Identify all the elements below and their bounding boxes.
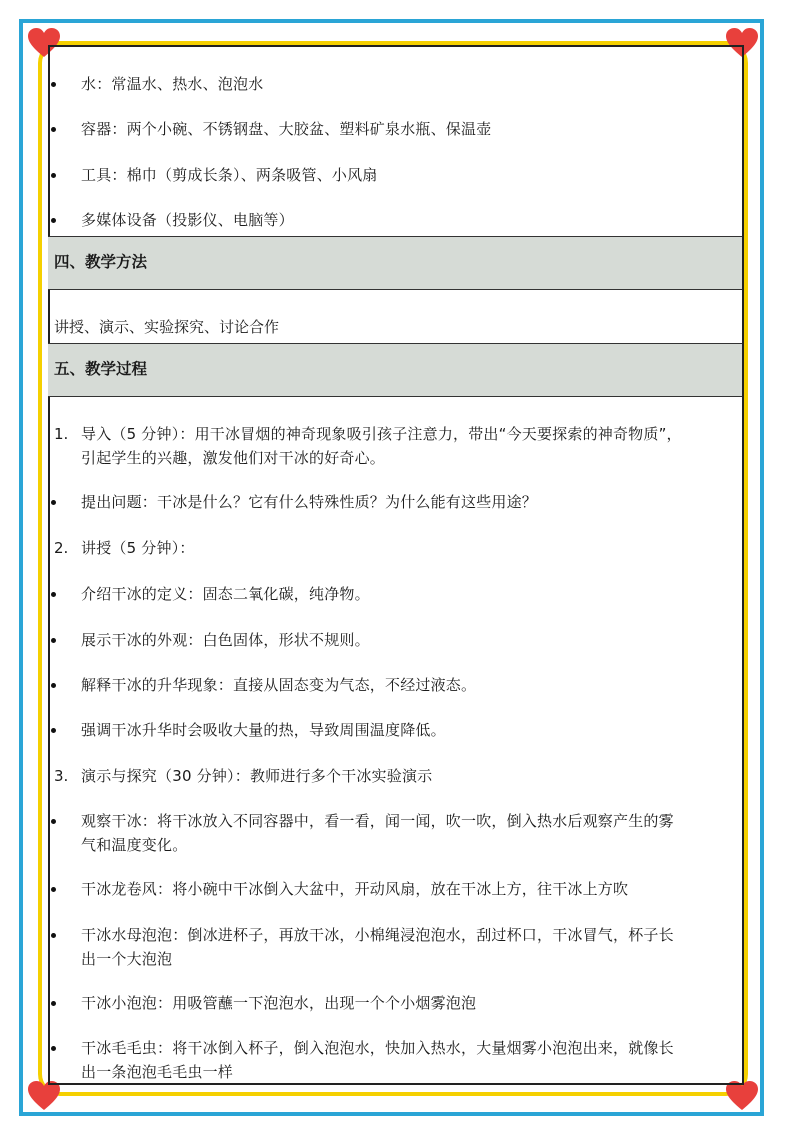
bullet-icon <box>51 173 56 178</box>
step-number: 1. <box>54 425 69 443</box>
bullet-icon <box>51 500 56 505</box>
bullet-icon <box>51 683 56 688</box>
experiment-small-bubbles: 干冰小泡泡：用吸管蘸一下泡泡水，出现一个个小烟雾泡泡 <box>81 994 477 1012</box>
lecture-point: 介绍干冰的定义：固态二氧化碳，纯净物。 <box>81 585 370 603</box>
experiment-jellyfish: 干冰水母泡泡：倒冰进杯子，再放干冰，小棉绳浸泡泡水，刮过杯口，干冰冒气，杯子长 <box>81 926 674 944</box>
question-text: 提出问题：干冰是什么？它有什么特殊性质？为什么能有这些用途？ <box>81 493 538 511</box>
bullet-icon <box>51 1046 56 1051</box>
material-tools: 工具：棉巾（剪成长条）、两条吸管、小风扇 <box>81 166 378 184</box>
section-header-teaching-methods <box>48 236 744 290</box>
lecture-point: 解释干冰的升华现象：直接从固态变为气态，不经过液态。 <box>81 676 477 694</box>
section-title: 四、教学方法 <box>54 253 148 271</box>
bullet-icon <box>51 592 56 597</box>
experiment-jellyfish-cont: 出一个大泡泡 <box>81 950 173 968</box>
teaching-methods-text: 讲授、演示、实验探究、讨论合作 <box>54 318 280 336</box>
bullet-icon <box>51 127 56 132</box>
bullet-icon <box>51 819 56 824</box>
material-water: 水：常温水、热水、泡泡水 <box>81 75 264 93</box>
experiment-caterpillar: 干冰毛毛虫：将干冰倒入杯子，倒入泡泡水，快加入热水，大量烟雾小泡泡出来，就像长 <box>81 1039 674 1057</box>
bullet-icon <box>51 1001 56 1006</box>
bullet-icon <box>51 728 56 733</box>
step-text-line: 导入（5 分钟）：用干冰冒烟的神奇现象吸引孩子注意力，带出“今天要探索的神奇物质”， <box>81 425 682 443</box>
section-title: 五、教学过程 <box>54 360 148 378</box>
experiment-tornado: 干冰龙卷风：将小碗中干冰倒入大盆中，开动风扇，放在干冰上方，往干冰上方吹 <box>81 880 629 898</box>
bullet-icon <box>51 218 56 223</box>
section-header-teaching-process <box>48 343 744 397</box>
step-number: 3. <box>54 767 69 785</box>
bullet-icon <box>51 82 56 87</box>
lecture-point: 展示干冰的外观：白色固体，形状不规则。 <box>81 631 370 649</box>
lesson-plan-content <box>48 45 744 1085</box>
experiment-caterpillar-cont: 出一条泡泡毛毛虫一样 <box>81 1063 234 1081</box>
bullet-icon <box>51 933 56 938</box>
material-multimedia: 多媒体设备（投影仪、电脑等） <box>81 211 294 229</box>
step-text-line: 引起学生的兴趣，激发他们对干冰的好奇心。 <box>81 449 386 467</box>
step-text-line: 讲授（5 分钟）： <box>81 539 195 557</box>
lecture-point: 强调干冰升华时会吸收大量的热，导致周围温度降低。 <box>81 721 446 739</box>
experiment-observe-cont: 气和温度变化。 <box>81 836 188 854</box>
bullet-icon <box>51 638 56 643</box>
step-number: 2. <box>54 539 69 557</box>
bullet-icon <box>51 887 56 892</box>
material-containers: 容器：两个小碗、不锈钢盘、大胶盆、塑料矿泉水瓶、保温壶 <box>81 120 492 138</box>
experiment-observe: 观察干冰：将干冰放入不同容器中，看一看，闻一闻，吹一吹，倒入热水后观察产生的雾 <box>81 812 674 830</box>
step-text-line: 演示与探究（30 分钟）：教师进行多个干冰实验演示 <box>81 767 433 785</box>
